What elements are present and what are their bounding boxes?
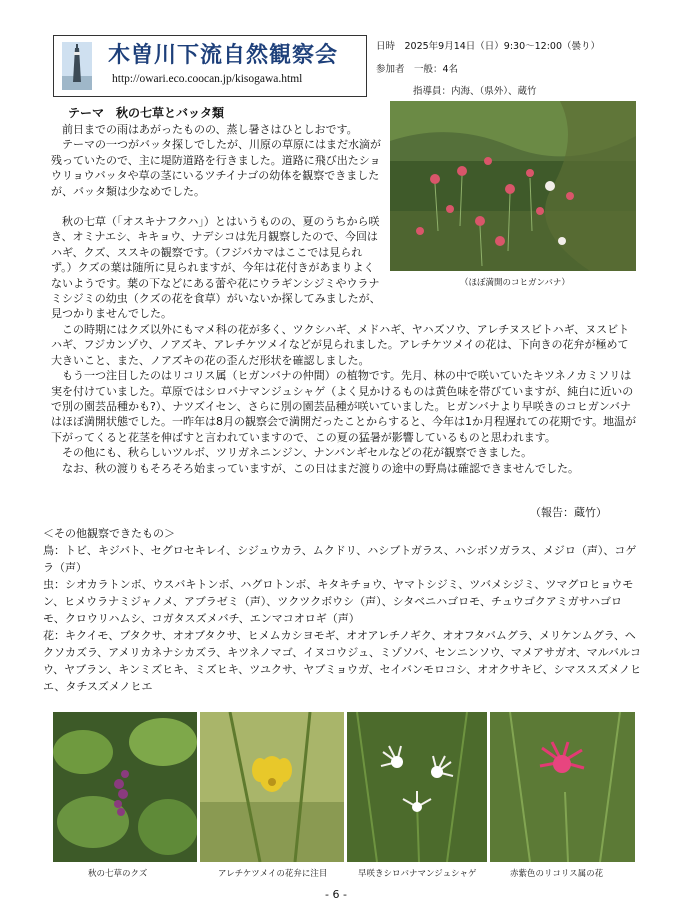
photo-caption-3: 早咲きシロバナマンジュシャゲ — [358, 869, 477, 879]
flowers-list: 花：キクイモ、ブタクサ、オオブタクサ、ヒメムカシヨモギ、オオアレチノギク、オオフタバムグラ、メリケンムグラ、ヘクソカズラ、アメリカネナシカズラ、キツネノマゴ、イヌコウジュ、ミゾソバ、センニンソウ、マメアサガオ、マルバルコウ、ヤブラン、キンミズヒキ、ミズヒキ、ツユクサ、ヤブミョウガ、セイバンモロコシ、オオクサキビ、シマススズメノヒエ、タチスズメノヒエ — [43, 629, 642, 693]
photo-chamaecrista — [200, 712, 344, 862]
paragraph: なお、秋の渡りもそろそろ始まっていますが、この日はまだ渡りの途中の野鳥は確認できませんでした。 — [62, 461, 579, 475]
website-url: http://owari.eco.coocan.jp/kisogawa.html — [112, 73, 303, 85]
event-date: 日時 2025年9月14日（日）9:30～12:00（曇り） — [376, 41, 601, 52]
observation-list — [43, 525, 643, 695]
photo-caption-1: 秋の七草のクズ — [88, 869, 148, 879]
participants: 参加者 一般：4名 — [376, 64, 459, 75]
observation-heading: ＜その他観察できたもの＞ — [43, 527, 175, 540]
article-body-full — [51, 322, 637, 476]
top-photo-lycoris — [390, 101, 636, 271]
birds-list: 鳥：トビ、キジバト、セグロセキレイ、シジュウカラ、ムクドリ、ハシブトガラス、ハシボソガラス、メジロ（声）、コゲラ（声） — [43, 544, 637, 574]
insects-list: 虫：シオカラトンボ、ウスバキトンボ、ハグロトンボ、キタキチョウ、ヤマトシジミ、ツバメシジミ、ツマグロヒョウモン、ヒメウラナミジャノメ、アブラゼミ（声）、ツクツクボウシ（声）、シタベニハゴロモ、チュウゴクアミガサハゴロモ、クロウリハムシ、コガタスズメバチ、エンマコオロギ（声） — [43, 578, 634, 625]
paragraph: その他にも、秋らしいツルボ、ツリガネニンジン、ナンバンギセルなどの花が観察できました。 — [62, 446, 533, 460]
top-photo-caption: （ほぼ満開のコヒガンバナ） — [460, 278, 570, 288]
reporter: （報告：蔵竹） — [530, 506, 607, 519]
paragraph: この時期にはクズ以外にもマメ科の花が多く、ツクシハギ、メドハギ、ヤハズソウ、アレチヌスビトハギ、ヌスビトハギ、フジカンゾウ、ノアズキ、アレチケツメイなどが見られました。アレチケツメイの花は、下向きの花弁が極めて大きいこと、また、ノアズキの花の歪んだ形状を確認しました。 — [51, 323, 630, 367]
theme-heading: テーマ 秋の七草とバッタ類 — [68, 106, 225, 120]
article-body-wrap — [51, 214, 382, 321]
photo-caption-4: 赤紫色のリコリス属の花 — [510, 869, 604, 879]
tower-logo-icon — [62, 42, 92, 90]
leaders: 指導員：内海、（県外）、蔵竹 — [413, 86, 537, 97]
page-number: - 6 - — [325, 888, 347, 901]
paragraph: 前日までの雨はあがったものの、蒸し暑さはひとしおです。 — [62, 123, 358, 136]
photo-caption-2: アレチケツメイの花弁に注目 — [218, 869, 328, 879]
page-title: 木曽川下流自然観察会 — [108, 43, 339, 68]
photo-red-lycoris — [490, 712, 635, 862]
photo-white-lycoris — [347, 712, 487, 862]
photo-kudzu — [53, 712, 197, 862]
paragraph: テーマの一つがバッタ探しでしたが、川原の草原にはまだ水滴が残っていたので、主に堤防道路を行きました。道路に飛び出たショウリョウバッタや草の茎にいるツチイナゴの幼体を観察できましたが、バッタ類は少なめでした。 — [51, 138, 381, 198]
article-body-top — [51, 122, 382, 199]
paragraph: もう一つ注目したのはリコリス属（ヒガンバナの仲間）の植物です。先月、林の中で咲いていたキツネノカミソリは実を付けていました。草原ではシロバナマンジュシャゲ（よく見かけるものは黄色味を帯びていますが、純白に近いので別の園芸品種かも?）、ナツズイセン、さらに別の園芸品種が咲いていました。ヒガンバナより早咲きのコヒガンバナはほぼ満開状態でした。一昨年は8月の観察会で満開だったことからすると、今年は1か月程遅れての花期です。地温が下がってくると花茎を伸ばすと言われていますので、この夏の猛暑が影響しているものと思われます。 — [51, 369, 637, 444]
paragraph: 秋の七草（「オスキナフクハ」）とはいうものの、夏のうちから咲き、オミナエシ、キキョウ、ナデシコは先月観察したので、今回はハギ、クズ、ススキの観察です。（フジバカマはここでは見られず。）クズの葉は随所に見られますが、今年は花付きがあまりよくないようです。葉の下などにある蕾や花にウラギンシジミやウラナミシジミの幼虫（クズの花を食草）がいないか探してみましたが、見つかりませんでした。 — [51, 215, 381, 321]
